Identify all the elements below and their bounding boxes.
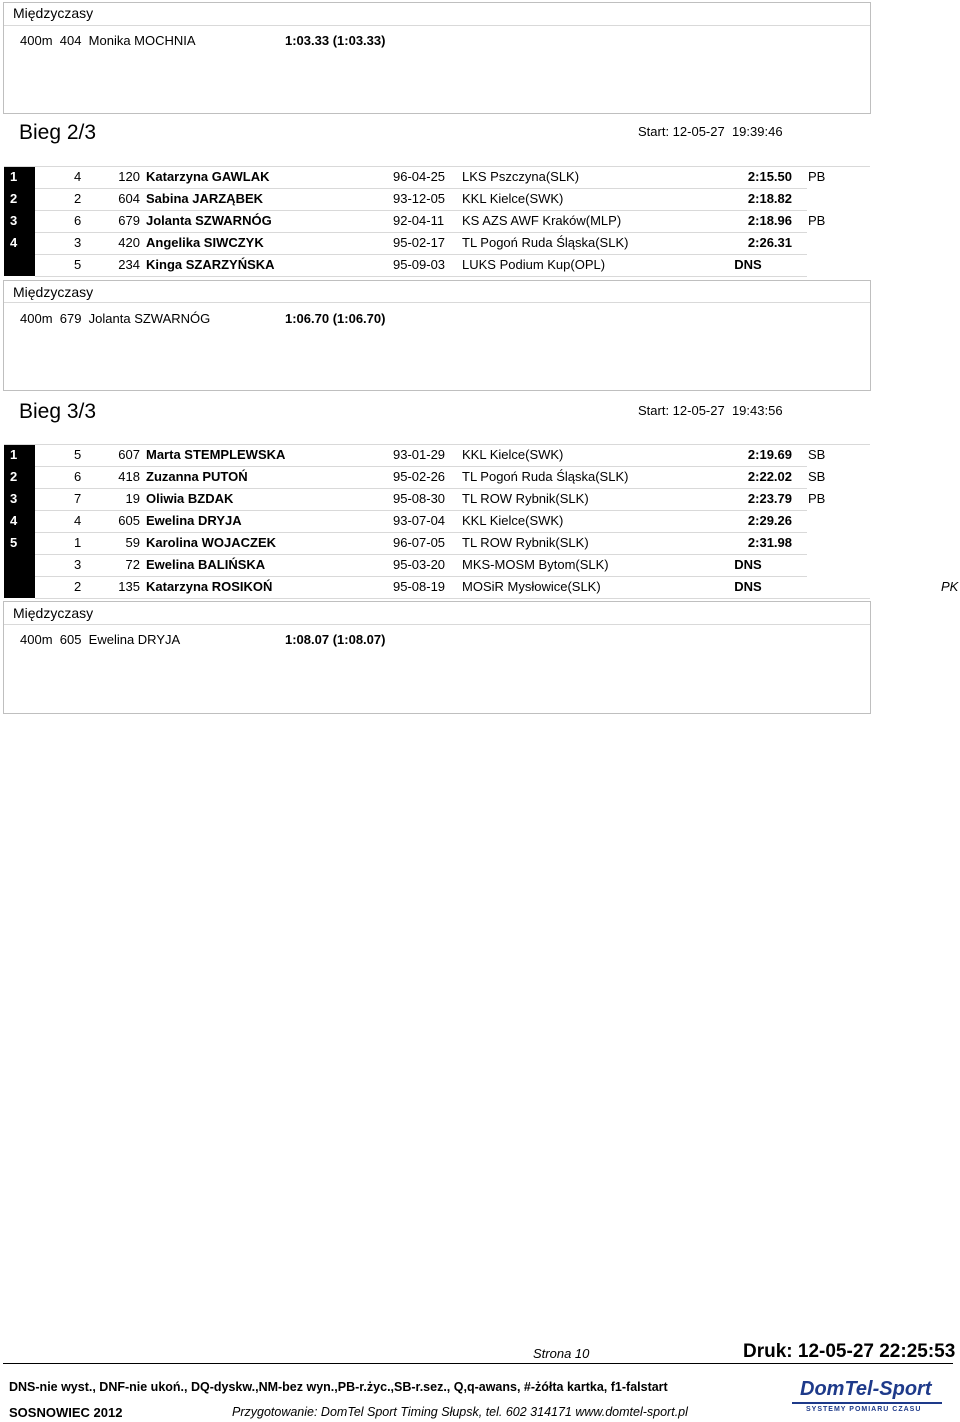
place-cell: 4 (10, 513, 18, 528)
result-cell: 2:18.82 (747, 191, 792, 206)
club-cell: TL Pogoń Ruda Śląska(SLK) (462, 469, 629, 484)
club-cell: TL ROW Rybnik(SLK) (462, 491, 589, 506)
place-cell: 5 (10, 535, 18, 550)
place-cell: 2 (10, 191, 18, 206)
bib-cell: 120 (118, 169, 140, 184)
lane-cell: 3 (74, 557, 82, 572)
place-cell: 4 (10, 235, 18, 250)
heat-3-splits-box (3, 601, 871, 714)
lane-cell: 6 (74, 469, 82, 484)
club-cell: TL Pogoń Ruda Śląska(SLK) (462, 235, 629, 250)
dob-cell: 95-02-17 (393, 235, 446, 250)
lane-cell: 2 (74, 191, 82, 206)
extra-cell: PK (941, 579, 959, 594)
table-row (4, 210, 868, 232)
note-cell: PB (808, 169, 826, 184)
table-row (4, 466, 868, 488)
lane-cell: 4 (74, 169, 82, 184)
name-cell: Oliwia BZDAK (146, 491, 234, 506)
top-split-athlete: 400m 404 Monika MOCHNIA (20, 33, 196, 48)
heat-3-start: Start: 12-05-27 19:43:56 (638, 403, 783, 418)
heat-2-splits-divider (4, 302, 870, 303)
heat-2-splits-label: Międzyczasy (13, 284, 94, 300)
footer-rule (3, 1363, 953, 1364)
bib-cell: 420 (118, 235, 140, 250)
club-cell: LKS Pszczyna(SLK) (462, 169, 580, 184)
bib-cell: 418 (118, 469, 140, 484)
event-city: SOSNOWIEC 2012 (9, 1405, 123, 1420)
club-cell: KS AZS AWF Kraków(MLP) (462, 213, 622, 228)
table-row (4, 444, 868, 466)
table-row (4, 188, 868, 210)
top-split-time: 1:03.33 (1:03.33) (285, 33, 386, 48)
dob-cell: 93-12-05 (393, 191, 446, 206)
table-row (4, 532, 868, 554)
domtel-logo: DomTel-Sport (800, 1378, 932, 1400)
legend-text: DNS-nie wyst., DNF-nie ukoń., DQ-dyskw.,NM-bez wyn.,PB-r.życ.,SB-r.sez., Q,q-awans, #-żółta kartka, f1-falstart (9, 1380, 668, 1394)
lane-cell: 6 (74, 213, 82, 228)
heat-2-title: Bieg 2/3 (19, 121, 97, 144)
lane-cell: 5 (74, 257, 82, 272)
bib-cell: 607 (118, 447, 140, 462)
lane-cell: 2 (74, 579, 82, 594)
prepared-by: Przygotowanie: DomTel Sport Timing Słupsk, tel. 602 314171 www.domtel-sport.pl (232, 1405, 688, 1419)
table-row (4, 254, 868, 276)
heat-3-title: Bieg 3/3 (19, 400, 97, 423)
club-cell: KKL Kielce(SWK) (462, 513, 564, 528)
heat-3-splits-divider (4, 624, 870, 625)
lane-cell: 3 (74, 235, 82, 250)
dob-cell: 95-03-20 (393, 557, 446, 572)
table-row (4, 554, 868, 576)
result-cell: 2:22.02 (747, 469, 792, 484)
note-cell: SB (808, 469, 826, 484)
note-cell: SB (808, 447, 826, 462)
dob-cell: 95-08-19 (393, 579, 446, 594)
place-cell: 3 (10, 213, 18, 228)
bib-cell: 59 (125, 535, 140, 550)
dob-cell: 95-08-30 (393, 491, 446, 506)
bib-cell: 72 (125, 557, 140, 572)
dob-cell: 93-07-04 (393, 513, 446, 528)
heat-2-splits-box (3, 280, 871, 391)
domtel-logo-underline (792, 1402, 942, 1404)
name-cell: Marta STEMPLEWSKA (146, 447, 286, 462)
name-cell: Karolina WOJACZEK (146, 535, 277, 550)
result-cell: 2:15.50 (747, 169, 792, 184)
lane-cell: 1 (74, 535, 82, 550)
result-cell: 2:23.79 (747, 491, 792, 506)
club-cell: TL ROW Rybnik(SLK) (462, 535, 589, 550)
result-cell: 2:31.98 (747, 535, 792, 550)
table-row (4, 510, 868, 532)
place-cell: 1 (10, 169, 18, 184)
heat-2-split-time: 1:06.70 (1:06.70) (285, 311, 386, 326)
name-cell: Kinga SZARZYŃSKA (146, 257, 275, 272)
place-cell: 2 (10, 469, 18, 484)
result-cell: 2:29.26 (747, 513, 792, 528)
result-cell: 2:18.96 (747, 213, 792, 228)
table-row (4, 232, 868, 254)
page-number: Strona 10 (533, 1346, 590, 1361)
heat-2-start: Start: 12-05-27 19:39:46 (638, 124, 783, 139)
row-rule (35, 276, 807, 277)
bib-cell: 605 (118, 513, 140, 528)
name-cell: Sabina JARZĄBEK (146, 191, 264, 206)
dob-cell: 95-09-03 (393, 257, 446, 272)
result-cell: 2:19.69 (747, 447, 792, 462)
place-cell: 3 (10, 491, 18, 506)
bib-cell: 679 (118, 213, 140, 228)
dob-cell: 93-01-29 (393, 447, 446, 462)
result-cell: 2:26.31 (747, 235, 792, 250)
club-cell: KKL Kielce(SWK) (462, 447, 564, 462)
name-cell: Ewelina DRYJA (146, 513, 242, 528)
heat-2-split-athlete: 400m 679 Jolanta SZWARNÓG (20, 311, 211, 326)
name-cell: Ewelina BALIŃSKA (146, 557, 266, 572)
row-rule (35, 598, 870, 599)
dob-cell: 92-04-11 (393, 213, 445, 228)
heat-3-split-athlete: 400m 605 Ewelina DRYJA (20, 632, 181, 647)
bib-cell: 19 (125, 491, 140, 506)
domtel-logo-subtitle: SYSTEMY POMIARU CZASU (806, 1406, 922, 1413)
result-cell: DNS (734, 579, 762, 594)
name-cell: Angelika SIWCZYK (146, 235, 264, 250)
lane-cell: 4 (74, 513, 82, 528)
lane-cell: 5 (74, 447, 82, 462)
heat-3-split-time: 1:08.07 (1:08.07) (285, 632, 386, 647)
bib-cell: 135 (118, 579, 140, 594)
heat-3-splits-label: Międzyczasy (13, 605, 94, 621)
club-cell: LUKS Podium Kup(OPL) (462, 257, 606, 272)
note-cell: PB (808, 213, 826, 228)
name-cell: Katarzyna GAWLAK (146, 169, 270, 184)
name-cell: Katarzyna ROSIKOŃ (146, 579, 273, 594)
bib-cell: 234 (118, 257, 140, 272)
club-cell: KKL Kielce(SWK) (462, 191, 564, 206)
table-row (4, 488, 868, 510)
name-cell: Zuzanna PUTOŃ (146, 469, 248, 484)
dob-cell: 96-07-05 (393, 535, 446, 550)
name-cell: Jolanta SZWARNÓG (146, 213, 272, 228)
note-cell: PB (808, 491, 826, 506)
club-cell: MOSiR Mysłowice(SLK) (462, 579, 601, 594)
result-cell: DNS (734, 557, 762, 572)
top-splits-box (3, 2, 871, 114)
bib-cell: 604 (118, 191, 140, 206)
club-cell: MKS-MOSM Bytom(SLK) (462, 557, 609, 572)
dob-cell: 96-04-25 (393, 169, 446, 184)
print-timestamp: Druk: 12-05-27 22:25:53 (743, 1341, 956, 1362)
top-splits-label: Międzyczasy (13, 5, 94, 21)
place-cell: 1 (10, 447, 18, 462)
lane-cell: 7 (74, 491, 82, 506)
top-splits-divider (4, 25, 870, 26)
result-cell: DNS (734, 257, 762, 272)
table-row (4, 166, 868, 188)
dob-cell: 95-02-26 (393, 469, 446, 484)
table-row (4, 576, 959, 598)
